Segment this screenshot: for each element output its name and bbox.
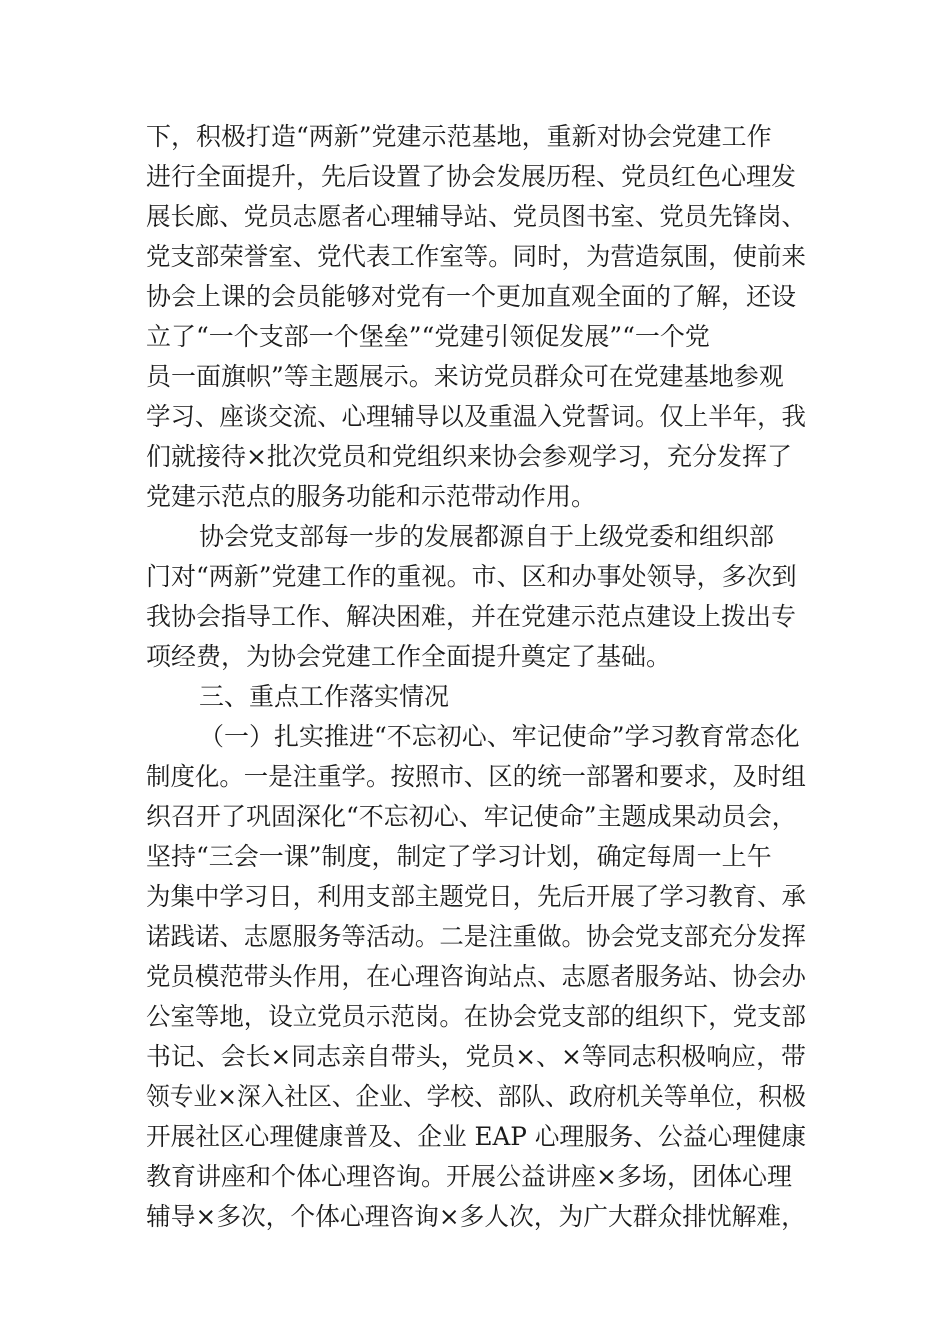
paragraph-first-line: 协会党支部每一步的发展都源自于上级党委和组织部 (199, 522, 775, 551)
text-line: 立了“一个支部一个堡垒”“党建引领促发展”“一个党 (146, 322, 710, 351)
text-line: 书记、会长×同志亲自带头，党员×、×等同志积极响应，带 (146, 1042, 806, 1071)
subsection-first-line: （一）扎实推进“不忘初心、牢记使命”学习教育常态化 (199, 722, 800, 751)
text-line: 协会上课的会员能够对党有一个更加直观全面的了解，还设 (146, 282, 797, 311)
text-line: 我协会指导工作、解决困难，并在党建示范点建设上拨出专 (146, 602, 797, 631)
text-line: 员一面旗帜”等主题展示。来访党员群众可在党建基地参观 (146, 362, 784, 391)
text-line: 们就接待×批次党员和党组织来协会参观学习，充分发挥了 (146, 442, 792, 471)
text-line: 进行全面提升，先后设置了协会发展历程、党员红色心理发 (146, 162, 797, 191)
section-heading: 三、重点工作落实情况 (199, 682, 450, 711)
text-line: 党支部荣誉室、党代表工作室等。同时，为营造氛围，使前来 (146, 242, 807, 271)
text-line: 教育讲座和个体心理咨询。开展公益讲座×多场，团体心理 (146, 1162, 792, 1191)
text-line: 门对“两新”党建工作的重视。市、区和办事处领导，多次到 (146, 562, 797, 591)
text-line: 制度化。一是注重学。按照市、区的统一部署和要求，及时组 (146, 762, 807, 791)
text-line: 织召开了巩固深化“不忘初心、牢记使命”主题成果动员会， (146, 802, 797, 831)
text-line: 学习、座谈交流、心理辅导以及重温入党誓词。仅上半年，我 (146, 402, 807, 431)
text-line: 坚持“三会一课”制度，制定了学习计划，确定每周一上午 (146, 842, 772, 871)
text-line: 为集中学习日，利用支部主题党日，先后开展了学习教育、承 (146, 882, 807, 911)
text-line: 展长廊、党员志愿者心理辅导站、党员图书室、党员先锋岗、 (146, 202, 807, 231)
text-line: 党员模范带头作用，在心理咨询站点、志愿者服务站、协会办 (146, 962, 807, 991)
text-line: 辅导×多次，个体心理咨询×多人次，为广大群众排忧解难， (146, 1202, 806, 1231)
text-line: 党建示范点的服务功能和示范带动作用。 (146, 482, 597, 511)
text-line: 项经费，为协会党建工作全面提升奠定了基础。 (146, 642, 672, 671)
text-line: 下，积极打造“两新”党建示范基地，重新对协会党建工作 (146, 122, 772, 151)
text-line: 诺践诺、志愿服务等活动。二是注重做。协会党支部充分发挥 (146, 922, 807, 951)
text-line: 公室等地，设立党员示范岗。在协会党支部的组织下，党支部 (146, 1002, 807, 1031)
text-line: 领专业×深入社区、企业、学校、部队、政府机关等单位，积极 (146, 1082, 806, 1111)
text-line: 开展社区心理健康普及、企业 EAP 心理服务、公益心理健康 (146, 1122, 807, 1151)
